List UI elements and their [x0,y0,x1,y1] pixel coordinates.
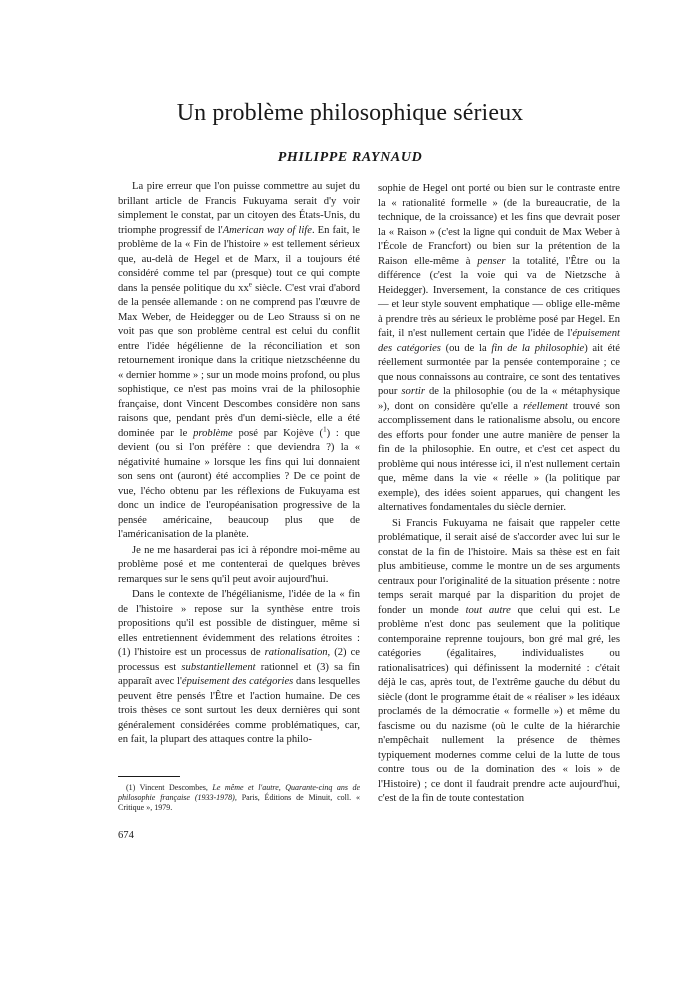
author-name: PHILIPPE RAYNAUD [277,150,423,165]
emphasis: épuisement des catégories [181,676,294,687]
emphasis: fin de la philosophie [491,342,585,354]
emphasis: sortir [401,386,425,397]
left-column [118,180,360,748]
emphasis: rationalisation, [264,647,331,658]
emphasis: tout autre [465,604,511,616]
emphasis: substantiellement [181,661,256,673]
page-number: 674 [118,830,134,841]
article-title: Un problème philosophique sérieux [176,100,524,126]
footnote-divider [118,776,180,777]
footnote: (1) Vincent Descombes, Le même et l'autre, Quarante-cinq ans de philosophie française (1933-1978), Paris, Éditions de Minuit, coll. « Critique », 1979. [118,783,361,812]
emphasis: réellement [523,400,568,412]
footnote-ref: 1 [323,424,327,433]
paragraph: Si Francis Fukuyama ne faisait que rappeler cette problématique, il serait aisé de s'accorder avec lui sur le constat de la fin de l'histoire. Mais sa thèse est en fait plus ambitieuse, comme le montre un de ses arguments centraux pour l'originalité de la situation présente : notre temps serait marqué par la disparition du projet de fonder un monde tout autre que celui qui est. Le problème n'est donc pas seulement que la politique contemporaine reprenne toujours, bon gré mal gré, les catégories (égalitaires, individualistes ou rationalisatrices) qui définissent la modernité : c'était déjà le cas, après tout, de l'extrême gauche du début du siècle (dont le programme était de « réaliser » les idéaux proclamés de la démocratie « formelle ») et même du fascisme ou du nazisme (où le culte de la hiérarchie n'empêchait nullement la présence de thèmes typiquement modernes comme celui de la lutte de tous contre tous ou de la domination des « lois » de l'Histoire) ; ce dont il faudrait prendre acte aujourd'hui, c'est de la fin de toute contestation [378,517,620,804]
paragraph: La pire erreur que l'on puisse commettre au sujet du brillant article de Francis Fukuyama serait d'y voir simplement le constat, par un citoyen des États-Unis, du triomphe progressif de l'American way of life. En fait, le problème de la « Fin de l'histoire » est tellement sérieux que, au-delà de Hegel et de Marx, il a toujours été considéré comme tel par (presque) tout ce qui compte dans la pensée politique du $xx^e$ siècle. C'est vrai d'abord de la pensée allemande : on ne comprend pas l'œuvre de Max Weber, de Heidegger ou de Leo Strauss si on ne voit pas que son problème central est celui du conflit entre l'idée hégélienne de la réconciliation et son retournement ironique dans la critique nietzschéenne du « dernier homme » ; sur un mode moins profond, ou plus sophistique, ce n'est pas moins vrai de la philosophie française, dont Vincent Descombes considère non sans raisons que, pendant près d'un demi-siècle, elle a été dominée par le problème posé par Kojève ($^1$) : que devient (ou si l'on préfère : que deviendra ?) la « négativité humaine » lorsque les fins qui lui donnaient son sens ont (auront) été accomplies ? De ce point de vue, l'écho obtenu par les réflexions de Fukuyama est donc un indice de l'européanisation progressive de la pensée américaine, beaucoup plus que de l'américanisation de la planète. [118,181,360,540]
emphasis: penser [477,255,506,267]
emphasis: American way of life [222,224,312,236]
paragraph: Je ne me hasarderai pas ici à répondre moi-même au problème posé et me contenterai de quelques brèves remarques sur le sens qu'il peut avoir aujourd'hui. [118,544,360,585]
emphasis: épuisement des catégories [378,328,620,354]
paragraph: sophie de Hegel ont porté ou bien sur le contraste entre la « rationalité formelle » (de la bureaucratie, de la technique, de la croissance) et les fins que devrait poser la « Raison » (c'est la ligne qui conduit de Max Weber à l'École de Francfort) ou bien sur la prétention de la Raison elle-même à penser la totalité, l'Être ou la différence (c'est la voie qui va de Nietzsche à Heidegger). Inversement, la constance de ces critiques — et leur style souvent emphatique — oblige elle-même à prendre très au sérieux le problème posé par Hegel. En fait, il n'est nullement certain que l'idée de l'épuisement des catégories (ou de la fin de la philosophie) ait été réellement surmontée par la pensée contemporaine ; ce que nous connaissons au contraire, ce sont des tentatives pour sortir de la philosophie (ou de la « métaphysique »), dont on considère qu'elle a réellement trouvé son accomplissement dans le rationalisme absolu, ou encore des efforts pour fonder une autre manière de penser la fin de la philosophie. En outre, et c'est cet aspect du problème qui nous intéresse ici, il n'est nullement certain que, même dans la vie « réelle » (la politique par exemple), des idées soient apparues, qui changent les alternatives fondamentales du siècle dernier. [378,183,620,513]
emphasis: problème [193,427,233,439]
right-column [378,182,620,807]
paragraph: Dans le contexte de l'hégélianisme, l'idée de la « fin de l'histoire » repose sur la synthèse entre trois propositions qu'il est possible de distinguer, même si elles entretiennent évidemment des relations étroites : (1) l'histoire est un processus de rationalisation, (2) ce processus est substantiellement rationnel et (3) sa fin apparaît avec l'épuisement des catégories dans lesquelles peuvent être pensés l'Être et l'action humaine. De ces trois thèses ce sont surtout les deux dernières qui sont généralement considérées comme problématiques, car, en fait, la plupart des attaques contre la philo- [118,589,360,745]
emphasis: Le même et l'autre, Quarante-cinq ans de philosophie française (1933-1978), [118,783,361,802]
